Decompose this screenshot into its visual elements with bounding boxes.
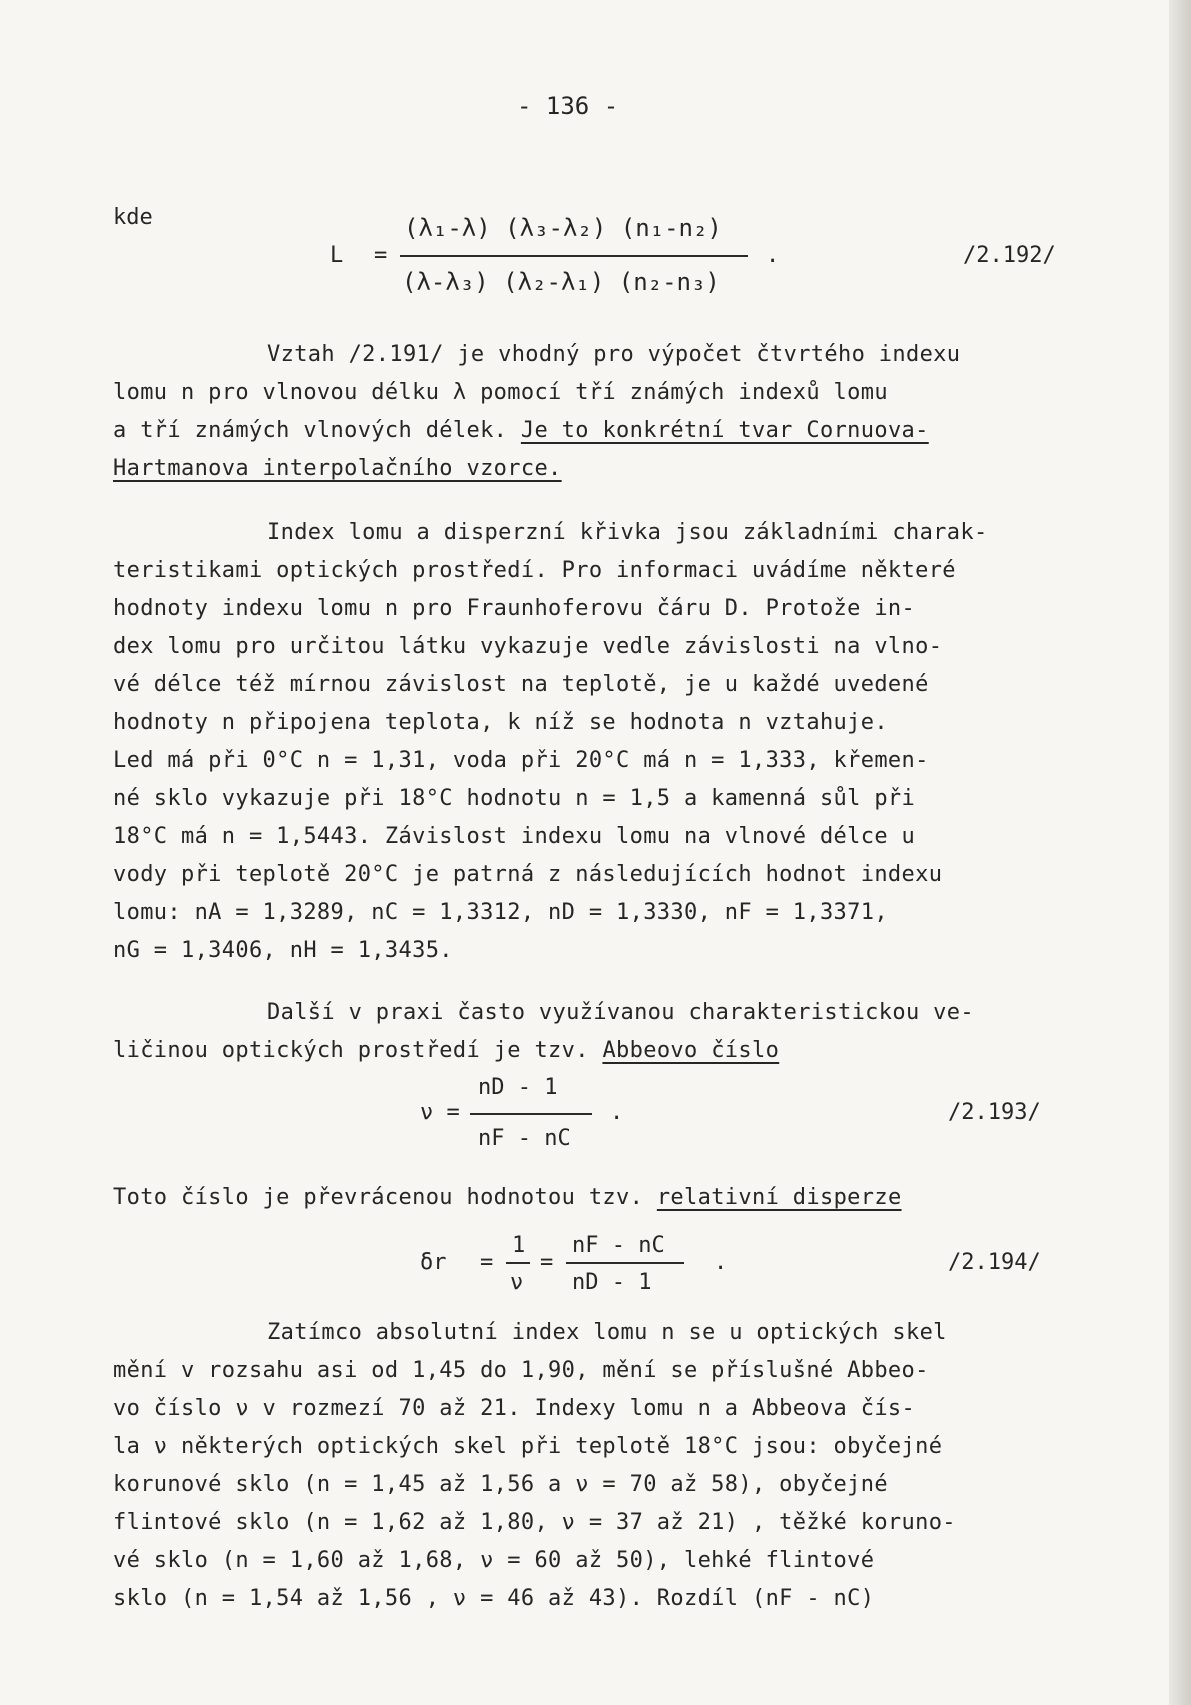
eq193-lhs: ν = (420, 1100, 460, 1125)
eq193-fraction-bar (470, 1113, 592, 1115)
para2-line: né sklo vykazuje při 18°C hodnotu n = 1,5 a kamenná sůl při (113, 786, 916, 811)
para5-line: vé sklo (n = 1,60 až 1,68, ν = 60 až 50), lehké flintové (113, 1548, 875, 1573)
para2-line: nG = 1,3406, nH = 1,3435. (113, 938, 453, 963)
eq192-denominator: (λ-λ₃) (λ₂-λ₁) (n₂-n₃) (402, 268, 720, 296)
eq194-equals-2: = (540, 1250, 554, 1275)
eq194-dot: . (714, 1250, 728, 1275)
para2-line: 18°C má n = 1,5443. Závislost indexu lomu na vlnové délce u (113, 824, 916, 849)
para3-line: Další v praxi často využívanou charakteristickou ve- (267, 1000, 974, 1025)
eq193-number: /2.193/ (948, 1100, 1041, 1125)
abbe-number-term: Abbeovo číslo (602, 1038, 780, 1063)
page-edge-shadow (1169, 0, 1191, 1705)
eq194-equals-1: = (480, 1250, 494, 1275)
para2-line: dex lomu pro určitou látku vykazuje vedle závislosti na vlno- (113, 634, 943, 659)
para5-line: la ν některých optických skel při teplotě 18°C jsou: obyčejné (113, 1434, 943, 1459)
eq192-fraction-bar (400, 255, 748, 257)
para4-text: Toto číslo je převrácenou hodnotou tzv. (113, 1185, 644, 1210)
para5-line: sklo (n = 1,54 až 1,56 , ν = 46 až 43). Rozdíl (nF - nC) (113, 1586, 875, 1611)
para1-text: a tří známých vlnových délek. (113, 418, 508, 443)
para2-line: hodnoty n připojena teplota, k níž se hodnota n vztahuje. (113, 710, 888, 735)
eq194-frac2-bar (566, 1262, 684, 1264)
para1-line: Vztah /2.191/ je vhodný pro výpočet čtvrtého indexu (267, 342, 961, 367)
eq192-numerator: (λ₁-λ) (λ₃-λ₂) (n₁-n₂) (404, 214, 722, 242)
para5-line: Zatímco absolutní index lomu n se u optických skel (267, 1320, 947, 1345)
eq194-number: /2.194/ (948, 1250, 1041, 1275)
eq193-numerator: nD - 1 (478, 1075, 558, 1100)
eq192-lhs: L (330, 243, 344, 268)
para2-line: lomu: nA = 1,3289, nC = 1,3312, nD = 1,3330, nF = 1,3371, (113, 900, 888, 925)
eq192-equals: = (374, 243, 388, 268)
para2-line: Index lomu a disperzní křivka jsou základními charak- (267, 520, 988, 545)
para3-line (113, 1038, 779, 1063)
kde-label: kde (113, 205, 153, 230)
para1-underlined-text: Je to konkrétní tvar Cornuova- (520, 418, 929, 443)
para2-line: Led má při 0°C n = 1,31, voda při 20°C má n = 1,333, křemen- (113, 748, 929, 773)
eq194-frac1-numerator: 1 (512, 1233, 526, 1258)
para1-line: lomu n pro vlnovou délku λ pomocí tří známých indexů lomu (113, 380, 888, 405)
para2-line: teristikami optických prostředí. Pro informaci uvádíme některé (113, 558, 956, 583)
eq192-dot: . (766, 243, 780, 268)
para5-line: flintové sklo (n = 1,62 až 1,80, ν = 37 až 21) , těžké koruno- (113, 1510, 956, 1535)
para3-text: ličinou optických prostředí je tzv. (113, 1038, 589, 1063)
para5-line: korunové sklo (n = 1,45 až 1,56 a ν = 70 až 58), obyčejné (113, 1472, 888, 1497)
eq194-frac2-numerator: nF - nC (572, 1233, 665, 1258)
para2-line: hodnoty indexu lomu n pro Fraunhoferovu čáru D. Protože in- (113, 596, 916, 621)
para4-line (113, 1185, 902, 1210)
para1-line (113, 418, 929, 443)
eq193-denominator: nF - nC (478, 1126, 571, 1151)
eq193-dot: . (610, 1100, 624, 1125)
eq194-frac1-bar (506, 1262, 530, 1264)
eq194-frac2-denominator: nD - 1 (572, 1270, 652, 1295)
para2-line: vody při teplotě 20°C je patrná z následujících hodnot indexu (113, 862, 943, 887)
para5-line: mění v rozsahu asi od 1,45 do 1,90, mění se příslušné Abbeo- (113, 1358, 929, 1383)
para5-line: vo číslo ν v rozmezí 70 až 21. Indexy lomu n a Abbeova čís- (113, 1396, 916, 1421)
eq194-lhs: δr (420, 1250, 447, 1275)
eq192-number: /2.192/ (963, 243, 1056, 268)
relative-dispersion-term: relativní disperze (656, 1185, 902, 1210)
eq194-frac1-denominator: ν (510, 1270, 524, 1295)
para1-underlined-line: Hartmanova interpolačního vzorce. (113, 456, 562, 481)
para2-line: vé délce též mírnou závislost na teplotě, je u každé uvedené (113, 672, 929, 697)
page-number: - 136 - (517, 92, 619, 120)
